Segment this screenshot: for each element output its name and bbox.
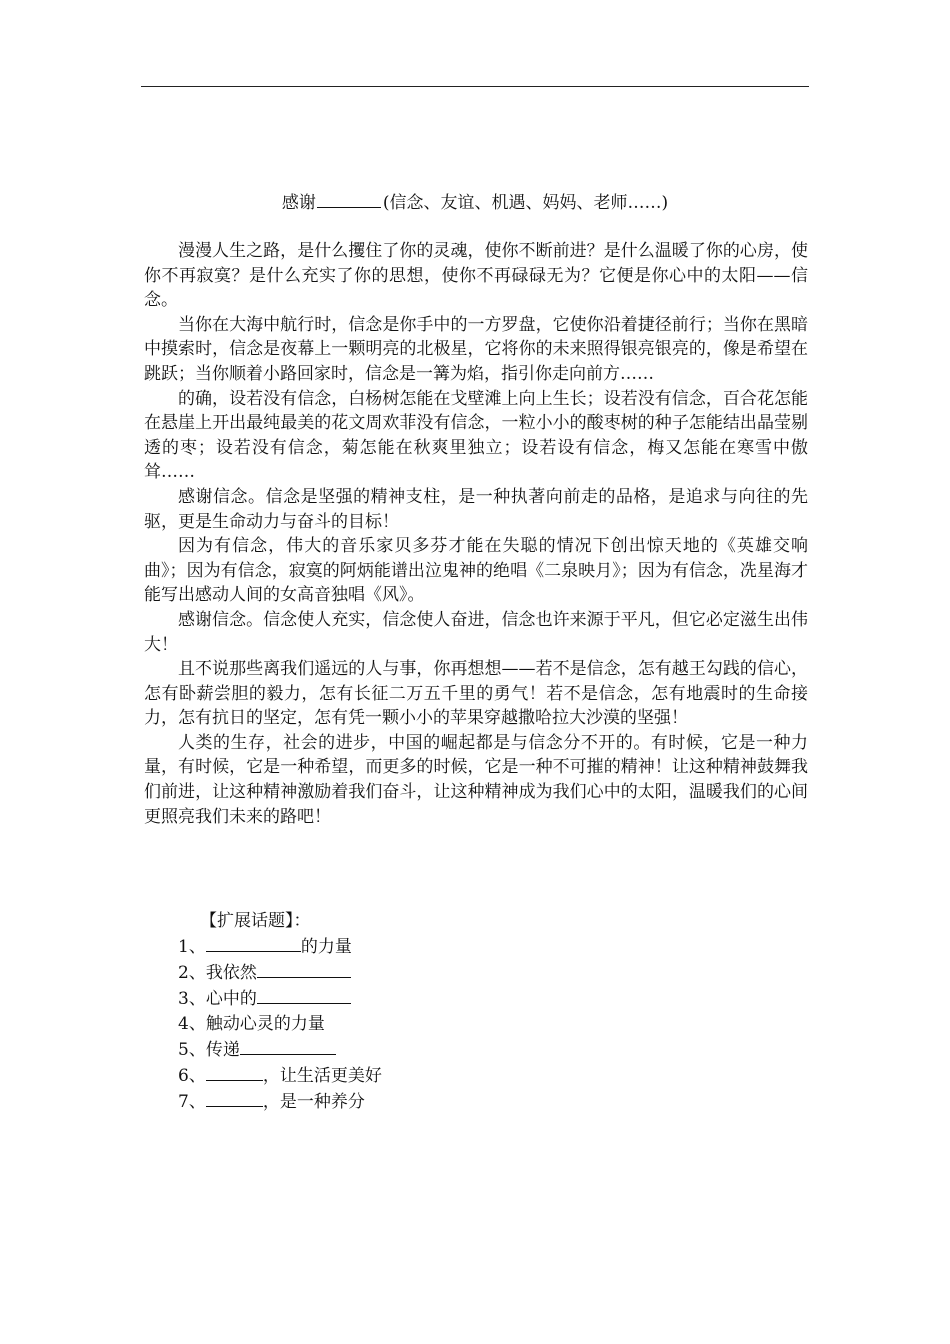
extension-topics	[178, 909, 578, 1115]
item-text: 的力量	[300, 937, 352, 957]
fill-blank	[257, 986, 351, 1004]
paragraph: 感谢信念。信念使人充实，信念使人奋进，信念也许来源于平凡，但它必定滋生出伟大！	[144, 609, 808, 655]
item-text: 我依然	[205, 963, 257, 983]
fill-blank	[206, 1089, 263, 1107]
fill-blank	[206, 934, 301, 952]
essay-title	[141, 190, 809, 215]
item-number: 4、	[178, 1014, 206, 1034]
item-number: 1、	[178, 937, 206, 957]
item-text: 触动心灵的力量	[205, 1014, 325, 1034]
item-number: 5、	[178, 1040, 206, 1060]
item-text: 传递	[205, 1040, 240, 1060]
item-number: 3、	[178, 989, 206, 1009]
list-item	[178, 1012, 578, 1037]
paragraph: 漫漫人生之路，是什么攫住了你的灵魂，使你不断前进？是什么温暖了你的心房，使你不再寂寞？是什么充实了你的思想，使你不再碌碌无为？它便是你心中的太阳——信念。	[144, 241, 808, 311]
item-number: 2、	[178, 963, 206, 983]
fill-blank	[257, 960, 351, 978]
list-item	[178, 1089, 578, 1115]
header-rule	[141, 86, 809, 87]
fill-blank	[206, 1063, 263, 1081]
item-number: 6、	[178, 1066, 206, 1086]
list-item	[178, 1037, 578, 1063]
paragraph: 因为有信念，伟大的音乐家贝多芬才能在失聪的情况下创出惊天地的《英雄交响曲》；因为有信念，寂寞的阿炳能谱出泣鬼神的绝唱《二泉映月》；因为有信念，冼星海才能写出感动人间的女高音独唱《风》。	[144, 536, 808, 606]
list-item	[178, 934, 578, 960]
title-blank	[317, 190, 381, 208]
title-prefix: 感谢	[281, 193, 316, 213]
paragraph: 当你在大海中航行时，信念是你手中的一方罗盘，它使你沿着捷径前行；当你在黑暗中摸索时，信念是夜幕上一颗明亮的北极星，它将你的未来照得银亮银亮的，像是希望在跳跃；当你顺着小路回家时，信念是一篝为焰，指引你走向前方……	[144, 314, 808, 384]
item-text: 心中的	[205, 989, 257, 1009]
list-item	[178, 986, 578, 1012]
paragraph: 且不说那些离我们遥远的人与事，你再想想——若不是信念，怎有越王勾践的信心，怎有卧薪尝胆的毅力，怎有长征二万五千里的勇气！若不是信念，怎有地震时的生命接力，怎有抗日的坚定，怎有凭一颗小小的苹果穿越撒哈拉大沙漠的坚强！	[144, 659, 808, 729]
list-item	[178, 960, 578, 986]
title-suffix: (信念、友谊、机遇、妈妈、老师……)	[382, 193, 669, 213]
essay-body	[144, 239, 808, 829]
extension-heading: 【扩展话题】：	[200, 911, 311, 931]
fill-blank	[240, 1037, 336, 1055]
item-text: ，让生活更美好	[262, 1066, 382, 1086]
list-item	[178, 1063, 578, 1089]
item-text: ，是一种养分	[262, 1092, 365, 1112]
paragraph: 人类的生存，社会的进步，中国的崛起都是与信念分不开的。有时候，它是一种力量，有时候，它是一种希望，而更多的时候，它是一种不可摧的精神！让这种精神鼓舞我们前进，让这种精神激励着我们奋斗，让这种精神成为我们心中的太阳，温暖我们的心间更照亮我们未来的路吧！	[144, 732, 808, 827]
item-number: 7、	[178, 1092, 206, 1112]
paragraph: 感谢信念。信念是坚强的精神支柱，是一种执著向前走的品格，是追求与向往的先驱，更是生命动力与奋斗的目标！	[144, 486, 808, 532]
paragraph: 的确，设若没有信念，白杨树怎能在戈壁滩上向上生长；设若没有信念，百合花怎能在悬崖上开出最纯最美的花文周欢菲没有信念，一粒小小的酸枣树的种子怎能结出晶莹剔透的枣；设若没有信念，菊怎能在秋爽里独立；设若设有信念，梅又怎能在寒雪中傲耸……	[144, 388, 808, 483]
